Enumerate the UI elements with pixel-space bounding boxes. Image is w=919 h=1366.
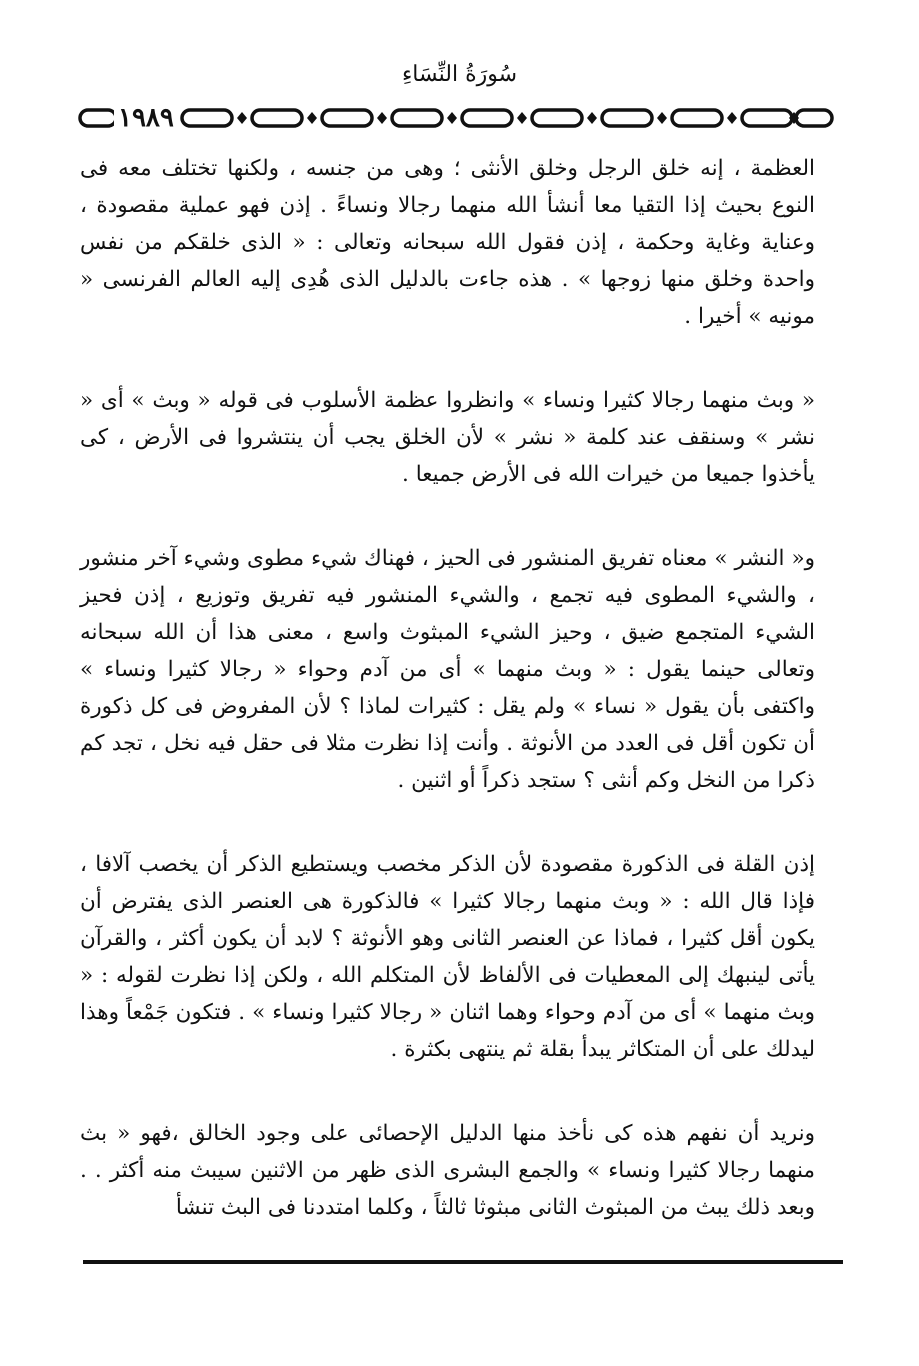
paragraph: إذن القلة فى الذكورة مقصودة لأن الذكر مخصب ويستطيع الذكر أن يخصب آلافا ، فإذا قال الله : « وبث منهما رجالا كثيرا » فالذكورة هى العنصر الذى يفترض أن يكون أقل كثيرا ، فماذا عن العنصر الثانى وهو الأنوثة ؟ لابد أن يكون أكثر ، والقرآن يأتى لينبهك إلى المعطيات فى الألفاظ لأن المتكلم الله ، ولكن إذا نظرت لقوله : « وبث منهما » أى من آدم وحواء وهما اثنان « رجالا كثيرا ونساء » . فتكون جَمْعاً وهذا ليدلك على أن المتكاثر يبدأ بقلة ثم ينتهى بكثرة . (80, 852, 815, 1062)
page-number: ١٩٨٩ (114, 103, 178, 133)
page-body (80, 150, 815, 1273)
paragraph: و« النشر » معناه تفريق المنشور فى الحيز ، فهناك شيء مطوى وشيء آخر منشور ، والشيء المطوى فيه تجمع ، والشيء المنشور فيه تفريق وتوزيع ، إذن فحيز الشيء المتجمع ضيق ، وحيز الشيء المبثوث واسع ، معنى هذا أن الله سبحانه وتعالى حينما يقول : « وبث منهما » أى من آدم وحواء « رجالا كثيرا ونساء » واكتفى بأن يقول « نساء » ولم يقل : كثيرات لماذا ؟ لأن المفروض فى كل ذكورة أن تكون أقل فى العدد من الأنوثة . وأنت إذا نظرت مثلا فى حقل فيه نخل ، تجد كم ذكرا من النخل وكم أنثى ؟ ستجد ذكراً أو اثنين . (80, 546, 815, 793)
header-ornament-rule (76, 100, 836, 136)
paragraph: ونريد أن نفهم هذه كى نأخذ منها الدليل الإحصائى على وجود الخالق ،فهو « بث منهما رجالا كثيرا ونساء » والجمع البشرى الذى ظهر من الاثنين سيبث منه أكثر . . وبعد ذلك يبث من المبثوث الثانى مبثوثا ثالثاً ، وكلما امتددنا فى البث تنشأ (80, 1121, 815, 1220)
paragraph: « وبث منهما رجالا كثيرا ونساء » وانظروا عظمة الأسلوب فى قوله « وبث » أى « نشر » وسنقف عند كلمة « نشر » لأن الخلق يجب أن ينتشروا فى الأرض ، كى يأخذوا جميعا من خيرات الله فى الأرض جميعا . (80, 388, 815, 487)
footer-rule (83, 1260, 843, 1264)
surah-title: سُورَةُ النِّسَاءِ (401, 62, 518, 87)
paragraph: العظمة ، إنه خلق الرجل وخلق الأنثى ؛ وهى من جنسه ، ولكنها تختلف معه فى النوع بحيث إذا التقيا معا أنشأ الله منهما رجالا ونساءً . إذن فهو عملية مقصودة ، وعناية وغاية وحكمة ، إذن فقول الله سبحانه وتعالى : « الذى خلقكم من نفس واحدة وخلق منها زوجها » . هذه جاءت بالدليل الذى هُدِى إليه العالم الفرنسى « مونيه » أخيرا . (80, 156, 815, 329)
